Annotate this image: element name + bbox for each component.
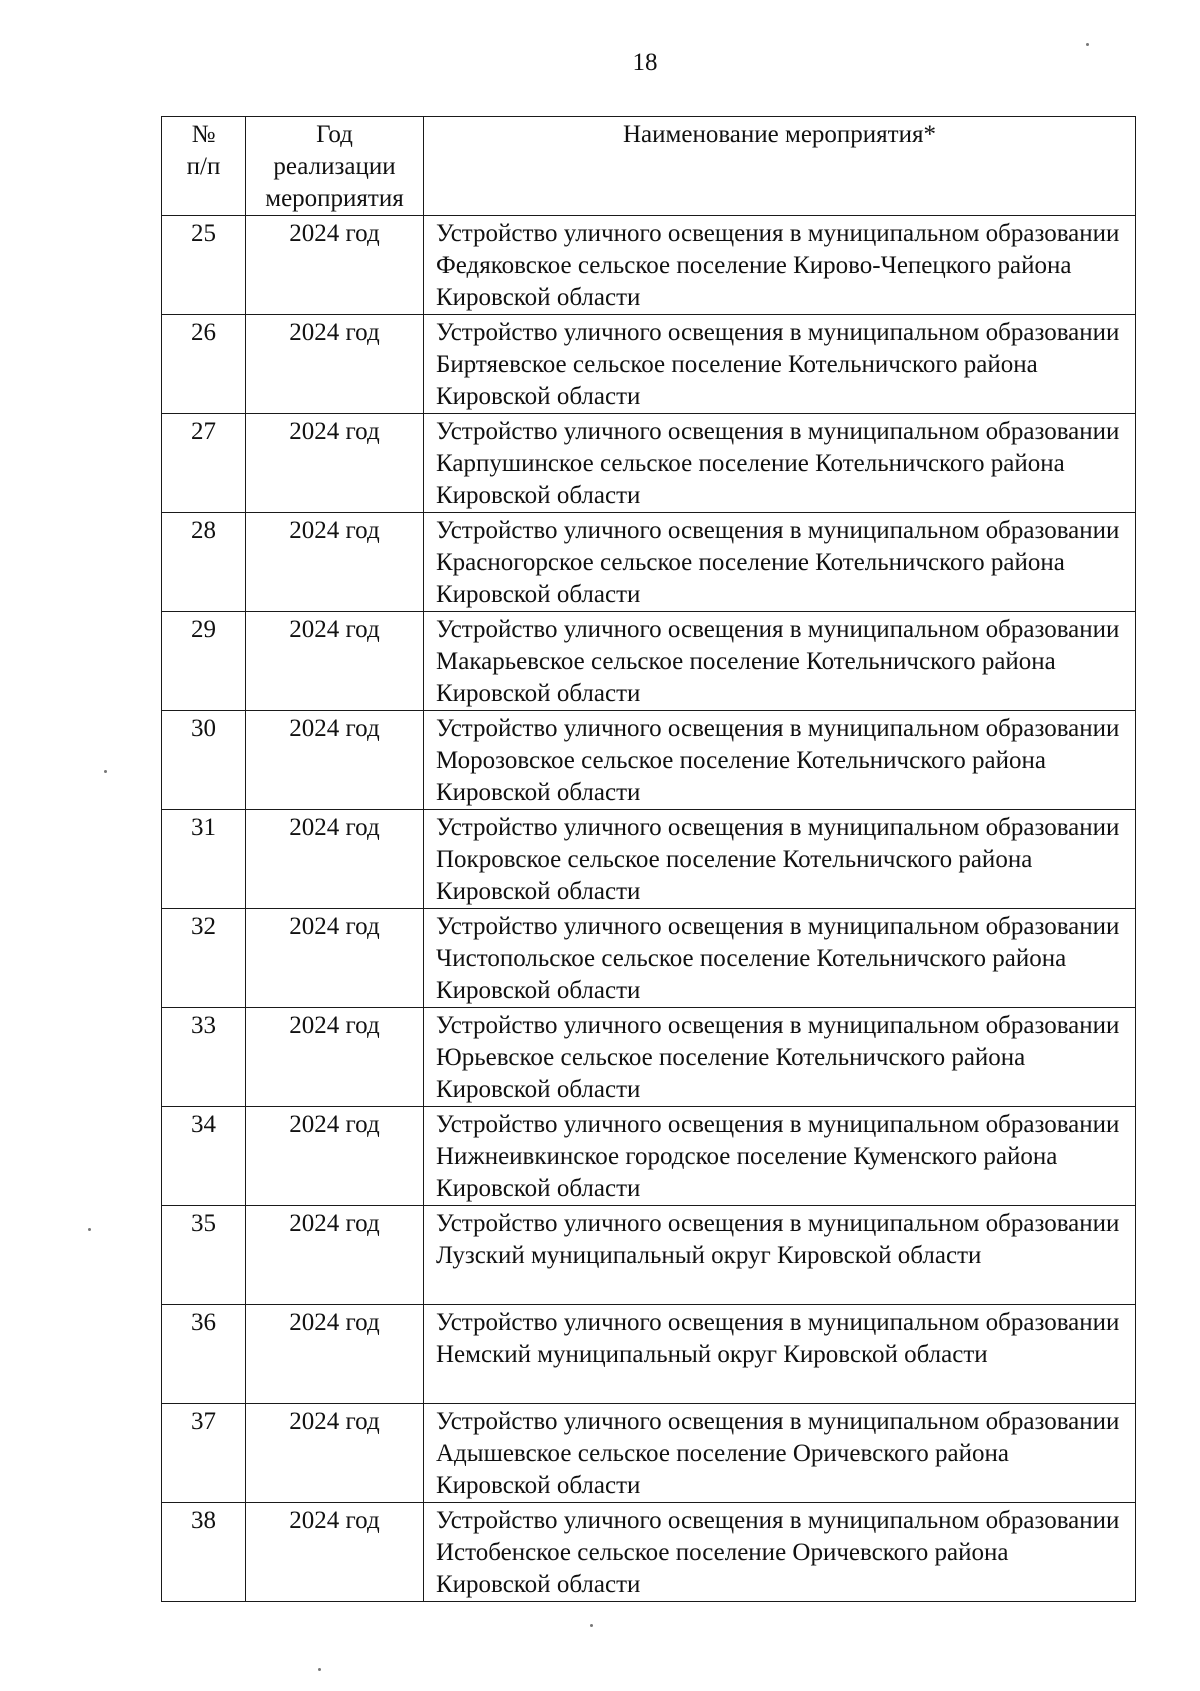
scan-speck: [104, 770, 107, 773]
table-row: [162, 315, 1136, 414]
row-year: 2024 год: [246, 1206, 424, 1305]
page-number: 18: [632, 49, 658, 76]
row-year: 2024 год: [246, 1503, 424, 1602]
table-body: [162, 216, 1136, 1602]
header-number-symbol: №: [191, 121, 216, 148]
header-year-line2: реализации: [273, 153, 396, 180]
row-activity-name: Устройство уличного освещения в муниципальном образовании Истобенское сельское поселение Оричевского района Кировской области: [424, 1503, 1136, 1602]
row-number: 25: [162, 216, 246, 315]
row-activity-name: Устройство уличного освещения в муниципальном образовании Макарьевское сельское поселение Котельничского района Кировской области: [424, 612, 1136, 711]
table-header-row: [162, 117, 1136, 216]
row-number: 28: [162, 513, 246, 612]
table-row: [162, 1503, 1136, 1602]
header-year: [246, 117, 424, 216]
row-number: 29: [162, 612, 246, 711]
scan-speck: [318, 1668, 321, 1671]
row-number: 26: [162, 315, 246, 414]
row-activity-name: Устройство уличного освещения в муниципальном образовании Федяковское сельское поселение Кирово-Чепецкого района Кировской области: [424, 216, 1136, 315]
header-year-line1: Год: [316, 121, 353, 148]
row-activity-name: Устройство уличного освещения в муниципальном образовании Морозовское сельское поселение Котельничского района Кировской области: [424, 711, 1136, 810]
table-row: [162, 1107, 1136, 1206]
header-activity-name: Наименование мероприятия*: [424, 117, 1136, 216]
header-year-line3: мероприятия: [265, 185, 404, 212]
row-number: 32: [162, 909, 246, 1008]
row-number: 38: [162, 1503, 246, 1602]
row-activity-name: Устройство уличного освещения в муниципальном образовании Лузский муниципальный округ Кировской области: [424, 1206, 1136, 1305]
row-year: 2024 год: [246, 1008, 424, 1107]
table-row: [162, 1206, 1136, 1305]
scan-speck: [590, 1624, 593, 1627]
scan-speck: [1086, 43, 1089, 46]
row-number: 30: [162, 711, 246, 810]
table-row: [162, 711, 1136, 810]
table-row: [162, 1404, 1136, 1503]
row-year: 2024 год: [246, 1404, 424, 1503]
row-number: 36: [162, 1305, 246, 1404]
row-activity-name: Устройство уличного освещения в муниципальном образовании Красногорское сельское поселение Котельничского района Кировской области: [424, 513, 1136, 612]
row-activity-name: Устройство уличного освещения в муниципальном образовании Биртяевское сельское поселение Котельничского района Кировской области: [424, 315, 1136, 414]
row-number: 37: [162, 1404, 246, 1503]
table-row: [162, 513, 1136, 612]
row-activity-name: Устройство уличного освещения в муниципальном образовании Адышевское сельское поселение Оричевского района Кировской области: [424, 1404, 1136, 1503]
activities-table: [161, 116, 1136, 1602]
row-year: 2024 год: [246, 216, 424, 315]
table-row: [162, 216, 1136, 315]
row-activity-name: Устройство уличного освещения в муниципальном образовании Юрьевское сельское поселение Котельничского района Кировской области: [424, 1008, 1136, 1107]
row-activity-name: Устройство уличного освещения в муниципальном образовании Немский муниципальный округ Кировской области: [424, 1305, 1136, 1404]
row-year: 2024 год: [246, 414, 424, 513]
row-activity-name: Устройство уличного освещения в муниципальном образовании Карпушинское сельское поселение Котельничского района Кировской области: [424, 414, 1136, 513]
header-number: [162, 117, 246, 216]
row-year: 2024 год: [246, 315, 424, 414]
row-activity-name: Устройство уличного освещения в муниципальном образовании Чистопольское сельское поселение Котельничского района Кировской области: [424, 909, 1136, 1008]
row-year: 2024 год: [246, 513, 424, 612]
row-activity-name: Устройство уличного освещения в муниципальном образовании Нижнеивкинское городское поселение Куменского района Кировской области: [424, 1107, 1136, 1206]
row-year: 2024 год: [246, 1305, 424, 1404]
row-year: 2024 год: [246, 711, 424, 810]
table-row: [162, 1008, 1136, 1107]
table-row: [162, 414, 1136, 513]
row-number: 31: [162, 810, 246, 909]
row-number: 27: [162, 414, 246, 513]
scan-speck: [88, 1228, 91, 1231]
row-year: 2024 год: [246, 612, 424, 711]
row-year: 2024 год: [246, 810, 424, 909]
row-year: 2024 год: [246, 909, 424, 1008]
table-row: [162, 909, 1136, 1008]
table-row: [162, 1305, 1136, 1404]
header-number-abbr: п/п: [186, 153, 221, 180]
row-number: 34: [162, 1107, 246, 1206]
row-activity-name: Устройство уличного освещения в муниципальном образовании Покровское сельское поселение Котельничского района Кировской области: [424, 810, 1136, 909]
row-year: 2024 год: [246, 1107, 424, 1206]
table-row: [162, 612, 1136, 711]
table-row: [162, 810, 1136, 909]
row-number: 35: [162, 1206, 246, 1305]
row-number: 33: [162, 1008, 246, 1107]
